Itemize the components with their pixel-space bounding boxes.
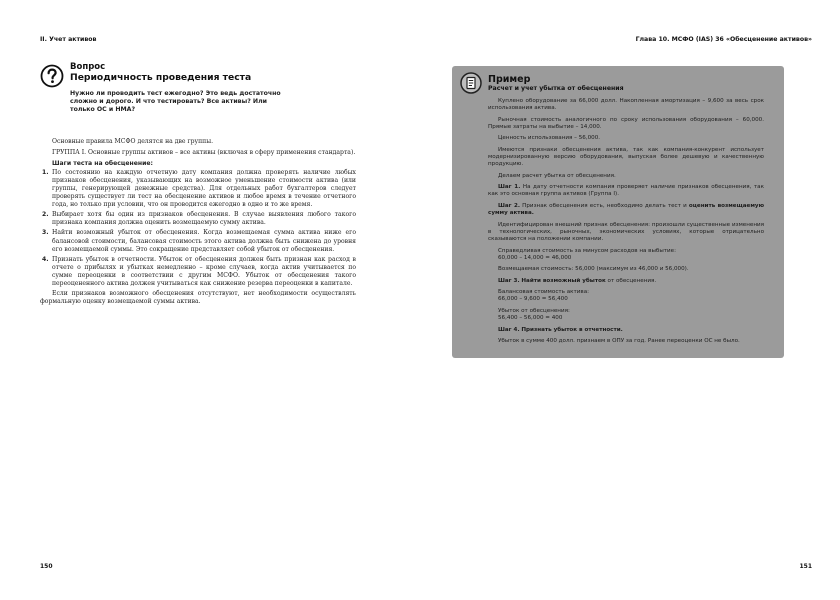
example-paragraph: Имеются признаки обесценения актива, так как компания-конкурент использует модернизированную версию оборудования, выпуская более дешевую и качественную продукцию. (488, 146, 764, 168)
question-title: Периодичность проведения теста (70, 72, 252, 83)
step-number: 3. (42, 229, 49, 237)
step-text: Признать убыток в отчетности. Убыток от обесценения должен быть признан как расход в отчете о прибылях и убытках немедленно – кроме случаев, когда актив учитывается по сумме переоценки в соответствии с другим МСФО. Убыток от обесценения такого переоцененного актива должен учитываться как снижение резерва переоценки в капитале. (52, 255, 356, 287)
calc-value: 60,000 – 14,000 = 46,000 (498, 254, 572, 261)
question-icon (40, 64, 64, 88)
step-item (40, 229, 356, 253)
example-paragraph: Убыток в сумме 400 долл. признаем в ОПУ за год. Ранее переоценки ОС не было. (498, 338, 740, 345)
example-step-4 (488, 327, 764, 334)
calc-label: Справедливая стоимость за минусом расходов на выбытие: (498, 247, 676, 254)
calc-recoverable: Возмещаемая стоимость: 56,000 (максимум из 46,000 и 56,000). (498, 266, 689, 273)
step-label: Шаг 3. (498, 277, 520, 284)
example-label: Пример (488, 74, 531, 85)
running-head-left: II. Учет активов (40, 36, 97, 43)
calc-value: 66,000 – 9,600 = 56,400 (498, 296, 568, 303)
calc-label: Убыток от обесценения: (498, 308, 570, 315)
closing-paragraph: Если признаков возможного обесценения отсутствуют, нет необходимости осуществлять формальную оценку возмещаемой суммы актива. (40, 289, 356, 305)
calc-impairment-loss (488, 308, 764, 322)
step-label: Шаг 1. (498, 184, 521, 191)
step-text: Выбирает хотя бы один из признаков обесценения. В случае выявления любого такого признака компания должна оценить возмещаемую сумму актива. (52, 211, 356, 227)
calc-label: Балансовая стоимость актива: (498, 289, 590, 296)
step-emphasis: Признать убыток в отчетности. (521, 326, 623, 333)
step-item (40, 211, 356, 227)
step-text: от обесценения. (607, 277, 657, 284)
steps-heading: Шаги теста на обесценение: (52, 160, 153, 168)
step-text: Найти возможный убыток от обесценения. Когда возмещаемая сумма актива ниже его балансовой стоимости, балансовая стоимость этого актива должна быть снижена до уровня его возмещаемой суммы. Это сокращение представляет собой убыток от обесценения. (52, 229, 356, 253)
step-text: По состоянию на каждую отчетную дату компания должна проверять наличие любых признаков обесценения, указывающих на возможное уменьшение стоимости актива (или группы, генерирующей денежные средства). Для отдельных работ бухгалтеров следует проверять существует ли тест на обесценение активов и любое время в течение отчетного года, но только при условии, что он проводится ежегодно в одно и то же время. (52, 169, 356, 209)
example-body (488, 98, 764, 350)
example-paragraph: Куплено оборудование за 66,000 долл. Накопленная амортизация – 9,600 за весь срок использования актива. (488, 98, 764, 112)
example-step-2 (488, 203, 764, 217)
step-item (40, 169, 356, 209)
example-subtitle: Расчет и учет убытка от обесценения (488, 85, 624, 92)
group1-paragraph: ГРУППА I. Основные группы активов – все активы (включая в сферу применения стандарта). (52, 149, 356, 157)
question-text: Нужно ли проводить тест ежегодно? Это ведь достаточно сложно и дорого. И что тестировать? Все активы? Или только ОС и НМА? (70, 90, 281, 114)
step-number: 2. (42, 211, 49, 219)
example-paragraph: Идентифицирован внешний признак обесценения: произошли существенные изменения в технологических, рыночных, экономических условиях, которые отрицательно сказываются на положении компании. (488, 221, 764, 242)
document-icon (460, 72, 482, 94)
example-paragraph: Делаем расчет убытка от обесценения. (498, 172, 616, 179)
left-body-text (40, 138, 356, 306)
step-label: Шаг 2. (498, 203, 520, 210)
step-emphasis: Найти возможный убыток (521, 277, 606, 284)
intro-paragraph: Основные правила МСФО делятся на две группы. (52, 138, 214, 145)
calc-value: 56,400 – 56,000 = 400 (498, 315, 563, 322)
step-item (40, 256, 356, 288)
step-number: 1. (42, 169, 49, 177)
running-head-right: Глава 10. МСФО (IAS) 36 «Обесценение активов» (635, 36, 812, 43)
example-step-1 (488, 184, 764, 198)
example-paragraph: Ценность использования – 56,000. (498, 135, 601, 142)
example-step-3 (488, 278, 764, 285)
calc-fair-value (488, 248, 764, 262)
step-text: На дату отчетности компания проверяет наличие признаков обесценения, так как это основная группа активов (Группа I). (488, 184, 764, 198)
page-number-right: 151 (799, 563, 812, 570)
step-emphasis: оценить возмещаемую сумму актива. (488, 203, 765, 217)
page-number-left: 150 (40, 563, 53, 570)
steps-list (40, 169, 356, 288)
example-paragraph: Рыночная стоимость аналогичного по сроку использования оборудования – 60,000. Прямые затраты на выбытие – 14,000. (488, 116, 764, 130)
question-titles (70, 62, 360, 83)
calc-carrying-amount (488, 289, 764, 303)
step-label: Шаг 4. (498, 326, 520, 333)
step-text: Признак обесценения есть, необходимо делать тест и (522, 203, 687, 210)
step-number: 4. (42, 255, 49, 263)
question-label: Вопрос (70, 62, 106, 72)
